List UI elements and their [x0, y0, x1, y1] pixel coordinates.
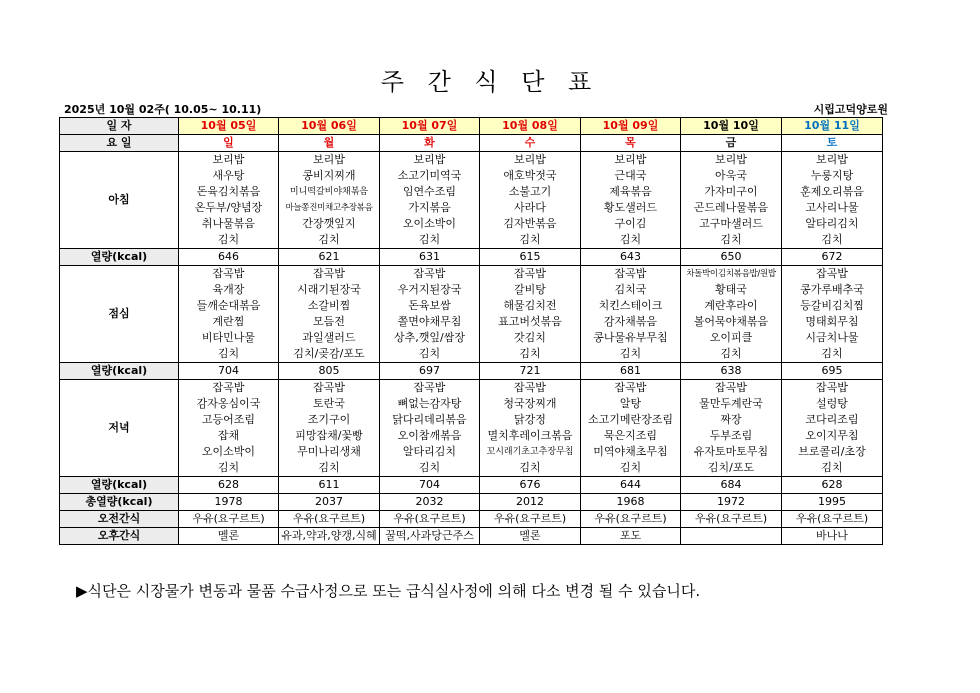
afternoon-snack-cell	[681, 528, 782, 545]
menu-item-cell: 계란후라이	[681, 298, 782, 314]
menu-item-cell: 조기구이	[279, 412, 380, 428]
menu-item-cell: 취나물볶음	[179, 216, 279, 232]
menu-item-cell: 김치	[581, 346, 681, 363]
total-calories-cell: 2012	[480, 494, 581, 511]
menu-item-cell: 마늘쫑진미채고추장볶음	[279, 200, 380, 216]
total-calories-cell: 2037	[279, 494, 380, 511]
dinner-row	[60, 444, 883, 460]
menu-item-cell: 고사리나물	[782, 200, 883, 216]
menu-item-cell: 육개장	[179, 282, 279, 298]
calories-cell: 704	[380, 477, 480, 494]
menu-item-cell: 잡곡밥	[279, 380, 380, 397]
total-calories-row	[60, 494, 883, 511]
menu-item-cell: 보리밥	[681, 152, 782, 169]
menu-item-cell: 볼어묵야채볶음	[681, 314, 782, 330]
menu-item-cell: 김자반볶음	[480, 216, 581, 232]
breakfast-label: 아침	[60, 152, 179, 249]
menu-item-cell: 쫄면야채무침	[380, 314, 480, 330]
menu-item-cell: 잡곡밥	[179, 266, 279, 283]
weekday-cell: 토	[782, 135, 883, 152]
calories-cell: 621	[279, 249, 380, 266]
menu-item-cell: 모듬전	[279, 314, 380, 330]
date-cell: 10월 09일	[581, 118, 681, 135]
total-calories-cell: 1972	[681, 494, 782, 511]
menu-item-cell: 김치	[782, 460, 883, 477]
afternoon-snack-row	[60, 528, 883, 545]
menu-item-cell: 김치/곶감/포도	[279, 346, 380, 363]
dinner-row	[60, 428, 883, 444]
calories-cell: 646	[179, 249, 279, 266]
dinner-row	[60, 412, 883, 428]
date-row-label: 일 자	[60, 118, 179, 135]
menu-item-cell: 잡곡밥	[480, 380, 581, 397]
menu-item-cell: 피망잡채/꽃빵	[279, 428, 380, 444]
menu-item-cell: 소고기미역국	[380, 168, 480, 184]
total-calories-cell: 2032	[380, 494, 480, 511]
calories-cell: 681	[581, 363, 681, 380]
calories-cell: 628	[179, 477, 279, 494]
menu-item-cell: 미니떡갈비야채볶음	[279, 184, 380, 200]
menu-item-cell: 계란찜	[179, 314, 279, 330]
calories-cell: 643	[581, 249, 681, 266]
calories-label: 열량(kcal)	[60, 363, 179, 380]
menu-item-cell: 뼈없는감자탕	[380, 396, 480, 412]
breakfast-row	[60, 184, 883, 200]
menu-item-cell: 김치	[581, 460, 681, 477]
breakfast-row	[60, 200, 883, 216]
menu-item-cell: 사라다	[480, 200, 581, 216]
menu-item-cell: 소고기메란장조림	[581, 412, 681, 428]
menu-item-cell: 콩비지찌개	[279, 168, 380, 184]
date-row	[60, 118, 883, 135]
menu-item-cell: 고등어조림	[179, 412, 279, 428]
calories-cell: 628	[782, 477, 883, 494]
menu-item-cell: 잡곡밥	[581, 266, 681, 283]
afternoon-snack-cell: 멜론	[179, 528, 279, 545]
menu-item-cell: 김치국	[581, 282, 681, 298]
menu-item-cell: 보리밥	[581, 152, 681, 169]
menu-item-cell: 김치	[681, 232, 782, 249]
menu-item-cell: 돈육보쌈	[380, 298, 480, 314]
afternoon-snack-cell: 포도	[581, 528, 681, 545]
calories-cell: 684	[681, 477, 782, 494]
menu-item-cell: 누룽지탕	[782, 168, 883, 184]
breakfast-row	[60, 168, 883, 184]
menu-item-cell: 간장깻잎지	[279, 216, 380, 232]
menu-item-cell: 표고버섯볶음	[480, 314, 581, 330]
menu-item-cell: 시금치나물	[782, 330, 883, 346]
organization-name: 시립고덕양로원	[813, 103, 888, 116]
menu-item-cell: 닭다리데리볶음	[380, 412, 480, 428]
menu-item-cell: 임연수조림	[380, 184, 480, 200]
menu-item-cell: 등갈비김치찜	[782, 298, 883, 314]
weekday-cell: 금	[681, 135, 782, 152]
menu-item-cell: 가자미구이	[681, 184, 782, 200]
menu-item-cell: 갓김치	[480, 330, 581, 346]
menu-item-cell: 잡곡밥	[279, 266, 380, 283]
menu-item-cell: 해물김치전	[480, 298, 581, 314]
menu-item-cell: 보리밥	[480, 152, 581, 169]
lunch-row	[60, 266, 883, 283]
menu-item-cell: 시래기된장국	[279, 282, 380, 298]
menu-item-cell: 김치	[179, 460, 279, 477]
menu-item-cell: 미역야채초무침	[581, 444, 681, 460]
menu-item-cell: 김치	[380, 460, 480, 477]
morning-snack-label: 오전간식	[60, 511, 179, 528]
menu-item-cell: 잡곡밥	[380, 380, 480, 397]
menu-period: 2025년 10월 02주( 10.05~ 10.11)	[64, 103, 262, 116]
calories-cell: 805	[279, 363, 380, 380]
menu-item-cell: 새우탕	[179, 168, 279, 184]
menu-item-cell: 김치	[279, 460, 380, 477]
menu-item-cell: 아욱국	[681, 168, 782, 184]
lunch-row	[60, 346, 883, 363]
date-cell: 10월 07일	[380, 118, 480, 135]
calories-cell: 631	[380, 249, 480, 266]
menu-item-cell: 김치	[782, 346, 883, 363]
menu-item-cell: 잡채	[179, 428, 279, 444]
menu-item-cell: 감자옹심이국	[179, 396, 279, 412]
menu-item-cell: 명태회무침	[782, 314, 883, 330]
menu-item-cell: 우거지된장국	[380, 282, 480, 298]
menu-item-cell: 김치	[380, 232, 480, 249]
menu-item-cell: 멸치후레이크볶음	[480, 428, 581, 444]
calories-cell: 644	[581, 477, 681, 494]
menu-item-cell: 제육볶음	[581, 184, 681, 200]
menu-item-cell: 들깨순대볶음	[179, 298, 279, 314]
menu-item-cell: 근대국	[581, 168, 681, 184]
lunch-row	[60, 282, 883, 298]
menu-item-cell: 알탕	[581, 396, 681, 412]
calories-cell: 721	[480, 363, 581, 380]
weekday-row-label: 요 일	[60, 135, 179, 152]
menu-item-cell: 애호박젓국	[480, 168, 581, 184]
menu-item-cell: 황도샐러드	[581, 200, 681, 216]
menu-item-cell: 김치	[179, 232, 279, 249]
weekday-cell: 월	[279, 135, 380, 152]
menu-item-cell: 상추,깻잎/쌈장	[380, 330, 480, 346]
dinner-row	[60, 380, 883, 397]
menu-item-cell: 잡곡밥	[179, 380, 279, 397]
calories-cell: 638	[681, 363, 782, 380]
dinner-calories-row	[60, 477, 883, 494]
afternoon-snack-cell: 유과,약과,양갱,식혜	[279, 528, 380, 545]
menu-item-cell: 콩나물유부무침	[581, 330, 681, 346]
menu-item-cell: 김치	[179, 346, 279, 363]
calories-cell: 611	[279, 477, 380, 494]
menu-item-cell: 훈제오리볶음	[782, 184, 883, 200]
menu-item-cell: 잡곡밥	[681, 380, 782, 397]
menu-item-cell: 꼬시래기초고추장무침	[480, 444, 581, 460]
menu-item-cell: 고구마샐러드	[681, 216, 782, 232]
menu-item-cell: 물만두계란국	[681, 396, 782, 412]
menu-item-cell: 김치	[480, 346, 581, 363]
menu-item-cell: 잡곡밥	[380, 266, 480, 283]
calories-cell: 676	[480, 477, 581, 494]
morning-snack-cell: 우유(요구르트)	[681, 511, 782, 528]
morning-snack-row	[60, 511, 883, 528]
menu-item-cell: 잡곡밥	[581, 380, 681, 397]
menu-item-cell: 김치	[279, 232, 380, 249]
date-cell: 10월 08일	[480, 118, 581, 135]
menu-item-cell: 치킨스테이크	[581, 298, 681, 314]
morning-snack-cell: 우유(요구르트)	[380, 511, 480, 528]
breakfast-row	[60, 216, 883, 232]
lunch-row	[60, 330, 883, 346]
total-calories-cell: 1995	[782, 494, 883, 511]
dinner-row	[60, 396, 883, 412]
menu-item-cell: 오이참깨볶음	[380, 428, 480, 444]
menu-item-cell: 잡곡밥	[782, 266, 883, 283]
menu-item-cell: 소갈비찜	[279, 298, 380, 314]
menu-item-cell: 짜장	[681, 412, 782, 428]
calories-label: 열량(kcal)	[60, 477, 179, 494]
menu-item-cell: 잡곡밥	[480, 266, 581, 283]
calories-cell: 697	[380, 363, 480, 380]
weekday-row	[60, 135, 883, 152]
menu-item-cell: 보리밥	[279, 152, 380, 169]
menu-item-cell: 콩가루배추국	[782, 282, 883, 298]
menu-item-cell: 보리밥	[782, 152, 883, 169]
notice-text: ▶식단은 시장물가 변동과 물품 수급사정으로 또는 급식실사정에 의해 다소 변경 될 수 있습니다.	[76, 582, 701, 600]
calories-cell: 650	[681, 249, 782, 266]
menu-item-cell: 알타리김치	[782, 216, 883, 232]
menu-item-cell: 보리밥	[179, 152, 279, 169]
menu-item-cell: 감자채볶음	[581, 314, 681, 330]
menu-item-cell: 김치	[782, 232, 883, 249]
breakfast-row	[60, 232, 883, 249]
page-title: 주 간 식 단 표	[380, 68, 600, 96]
menu-item-cell: 김치	[380, 346, 480, 363]
morning-snack-cell: 우유(요구르트)	[782, 511, 883, 528]
menu-item-cell: 설렁탕	[782, 396, 883, 412]
morning-snack-cell: 우유(요구르트)	[581, 511, 681, 528]
menu-item-cell: 두부조림	[681, 428, 782, 444]
afternoon-snack-cell: 바나나	[782, 528, 883, 545]
total-calories-cell: 1968	[581, 494, 681, 511]
lunch-row	[60, 298, 883, 314]
menu-item-cell: 김치	[681, 346, 782, 363]
morning-snack-cell: 우유(요구르트)	[179, 511, 279, 528]
weekly-menu-table	[59, 117, 883, 545]
menu-item-cell: 구이김	[581, 216, 681, 232]
breakfast-row	[60, 152, 883, 169]
menu-item-cell: 김치	[480, 232, 581, 249]
menu-item-cell: 오이지무침	[782, 428, 883, 444]
menu-item-cell: 곤드레나물볶음	[681, 200, 782, 216]
menu-item-cell: 코다리조림	[782, 412, 883, 428]
calories-cell: 615	[480, 249, 581, 266]
afternoon-snack-cell: 꿀떡,사과당근주스	[380, 528, 480, 545]
weekday-cell: 수	[480, 135, 581, 152]
weekday-cell: 일	[179, 135, 279, 152]
menu-item-cell: 브로콜리/초장	[782, 444, 883, 460]
menu-item-cell: 오이소박이	[179, 444, 279, 460]
calories-cell: 695	[782, 363, 883, 380]
menu-item-cell: 가지볶음	[380, 200, 480, 216]
menu-item-cell: 오이피클	[681, 330, 782, 346]
total-calories-label: 총열량(kcal)	[60, 494, 179, 511]
menu-item-cell: 김치/포도	[681, 460, 782, 477]
menu-item-cell: 소불고기	[480, 184, 581, 200]
dinner-label: 저녁	[60, 380, 179, 477]
menu-item-cell: 차돌박이김치볶음밥/원밥	[681, 266, 782, 283]
calories-cell: 704	[179, 363, 279, 380]
menu-item-cell: 온두부/양념장	[179, 200, 279, 216]
dinner-row	[60, 460, 883, 477]
weekday-cell: 목	[581, 135, 681, 152]
lunch-calories-row	[60, 363, 883, 380]
menu-item-cell: 과일샐러드	[279, 330, 380, 346]
morning-snack-cell: 우유(요구르트)	[480, 511, 581, 528]
date-cell: 10월 05일	[179, 118, 279, 135]
menu-item-cell: 김치	[480, 460, 581, 477]
menu-item-cell: 김치	[581, 232, 681, 249]
menu-item-cell: 잡곡밥	[782, 380, 883, 397]
date-cell: 10월 11일	[782, 118, 883, 135]
menu-item-cell: 닭강정	[480, 412, 581, 428]
weekday-cell: 화	[380, 135, 480, 152]
menu-item-cell: 토란국	[279, 396, 380, 412]
lunch-row	[60, 314, 883, 330]
afternoon-snack-label: 오후간식	[60, 528, 179, 545]
menu-item-cell: 무미나리생채	[279, 444, 380, 460]
breakfast-calories-row	[60, 249, 883, 266]
menu-item-cell: 갈비탕	[480, 282, 581, 298]
menu-item-cell: 청국장찌개	[480, 396, 581, 412]
menu-item-cell: 묵은지조림	[581, 428, 681, 444]
date-cell: 10월 06일	[279, 118, 380, 135]
afternoon-snack-cell: 멜론	[480, 528, 581, 545]
calories-label: 열량(kcal)	[60, 249, 179, 266]
total-calories-cell: 1978	[179, 494, 279, 511]
morning-snack-cell: 우유(요구르트)	[279, 511, 380, 528]
menu-item-cell: 유자토마토무침	[681, 444, 782, 460]
menu-item-cell: 오이소박이	[380, 216, 480, 232]
lunch-label: 점심	[60, 266, 179, 363]
menu-item-cell: 보리밥	[380, 152, 480, 169]
date-cell: 10월 10일	[681, 118, 782, 135]
menu-item-cell: 돈육김치볶음	[179, 184, 279, 200]
menu-item-cell: 비타민나물	[179, 330, 279, 346]
menu-item-cell: 황태국	[681, 282, 782, 298]
calories-cell: 672	[782, 249, 883, 266]
menu-item-cell: 알타리김치	[380, 444, 480, 460]
